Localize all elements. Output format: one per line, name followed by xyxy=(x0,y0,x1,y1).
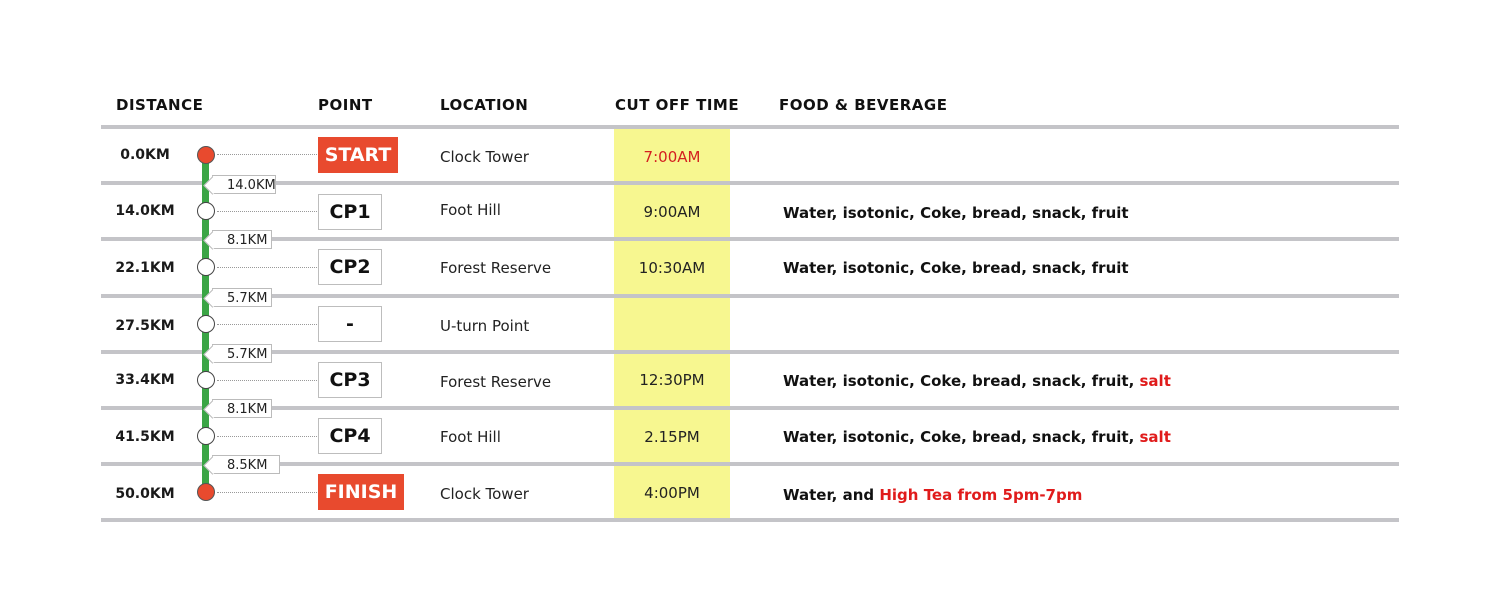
segment-distance-tag: 14.0KM xyxy=(212,175,276,194)
point-badge-start: START xyxy=(318,137,398,173)
table-divider xyxy=(101,406,1399,410)
table-divider xyxy=(101,350,1399,354)
checkpoint-node-icon xyxy=(197,258,215,276)
row-cutoff-time: 9:00AM xyxy=(643,203,701,221)
row-location: Forest Reserve xyxy=(440,259,552,277)
table-divider xyxy=(101,237,1399,241)
table-divider xyxy=(101,518,1399,522)
row-location: Forest Reserve xyxy=(440,373,552,391)
point-badge-cp1: CP1 xyxy=(318,194,382,230)
cutoff-time-column-highlight xyxy=(614,129,730,518)
segment-distance-tag: 8.1KM xyxy=(212,230,272,249)
header-cutoff-time: CUT OFF TIME xyxy=(615,96,740,114)
segment-distance-tag: 8.1KM xyxy=(212,399,272,418)
high-tea-highlight: High Tea from 5pm-7pm xyxy=(879,486,1083,504)
start-node-icon xyxy=(197,146,215,164)
row-cutoff-time: 4:00PM xyxy=(644,484,700,502)
row-food-beverage: Water, isotonic, Coke, bread, snack, fruit, salt xyxy=(783,428,1171,446)
table-divider xyxy=(101,181,1399,185)
table-divider xyxy=(101,125,1399,129)
row-cutoff-time: 10:30AM xyxy=(638,259,706,277)
point-badge-cp4: CP4 xyxy=(318,418,382,454)
row-location: Clock Tower xyxy=(440,148,529,166)
segment-distance-tag: 8.5KM xyxy=(212,455,280,474)
finish-node-icon xyxy=(197,483,215,501)
point-badge-uturn: - xyxy=(318,306,382,342)
row-food-beverage: Water, isotonic, Coke, bread, snack, fruit, salt xyxy=(783,372,1171,390)
leader-line xyxy=(217,211,317,212)
point-badge-cp2: CP2 xyxy=(318,249,382,285)
row-location: Foot Hill xyxy=(440,201,501,219)
header-food-beverage: FOOD & BEVERAGE xyxy=(779,96,948,114)
row-food-beverage: Water, and High Tea from 5pm-7pm xyxy=(783,486,1083,504)
header-distance: DISTANCE xyxy=(116,96,204,114)
leader-line xyxy=(217,492,317,493)
header-location: LOCATION xyxy=(440,96,529,114)
leader-line xyxy=(217,267,317,268)
row-cutoff-time: 12:30PM xyxy=(639,371,705,389)
segment-distance-tag: 5.7KM xyxy=(212,344,272,363)
checkpoint-node-icon xyxy=(197,315,215,333)
row-cutoff-time: 2.15PM xyxy=(644,428,700,446)
row-distance: 33.4KM xyxy=(115,372,175,388)
leader-line xyxy=(217,154,317,155)
leader-line xyxy=(217,324,317,325)
checkpoint-node-icon xyxy=(197,371,215,389)
row-location: Foot Hill xyxy=(440,428,501,446)
segment-distance-tag: 5.7KM xyxy=(212,288,272,307)
checkpoint-node-icon xyxy=(197,427,215,445)
row-distance: 22.1KM xyxy=(115,260,175,276)
row-cutoff-time: 7:00AM xyxy=(643,148,701,166)
header-point: POINT xyxy=(318,96,373,114)
row-location: Clock Tower xyxy=(440,485,529,503)
row-distance: 0.0KM xyxy=(120,147,170,163)
leader-line xyxy=(217,380,317,381)
table-divider xyxy=(101,294,1399,298)
row-distance: 41.5KM xyxy=(115,429,175,445)
row-location: U-turn Point xyxy=(440,317,530,335)
checkpoint-node-icon xyxy=(197,202,215,220)
leader-line xyxy=(217,436,317,437)
row-food-beverage: Water, isotonic, Coke, bread, snack, fruit xyxy=(783,259,1129,277)
point-badge-finish: FINISH xyxy=(318,474,404,510)
table-divider xyxy=(101,462,1399,466)
row-distance: 27.5KM xyxy=(115,318,175,334)
row-food-beverage: Water, isotonic, Coke, bread, snack, fruit xyxy=(783,204,1129,222)
row-distance: 14.0KM xyxy=(115,203,175,219)
salt-highlight: salt xyxy=(1139,428,1171,446)
salt-highlight: salt xyxy=(1139,372,1171,390)
row-distance: 50.0KM xyxy=(115,486,175,502)
point-badge-cp3: CP3 xyxy=(318,362,382,398)
